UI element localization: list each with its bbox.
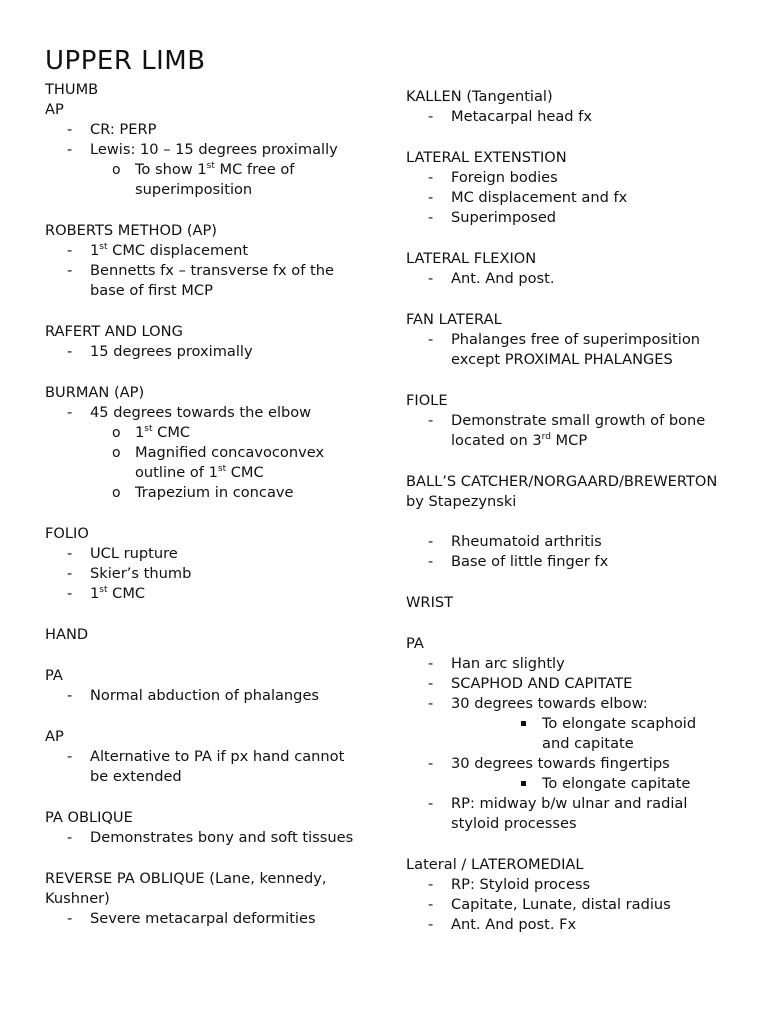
section-title-wrist: WRIST	[406, 594, 454, 611]
kallen-section	[406, 87, 726, 127]
left-column	[45, 80, 365, 950]
rafert-section	[45, 322, 365, 362]
text: MCP	[550, 432, 588, 449]
wrist-pa-section	[406, 634, 726, 834]
thumb-section	[45, 80, 365, 100]
hand-pa-section	[45, 666, 365, 706]
folio-section	[45, 524, 365, 604]
bullet-list	[406, 107, 726, 127]
lateral-flexion-section	[406, 249, 726, 289]
bullet-list	[406, 875, 726, 935]
list-item: - Ant. And post. Fx	[406, 915, 726, 935]
heading-pa-oblique: PA OBLIQUE	[45, 809, 133, 826]
sub-list-item	[45, 443, 365, 483]
superscript: st	[206, 161, 215, 172]
list-item	[406, 411, 726, 451]
spacer	[406, 512, 726, 532]
list-item: - UCL rupture	[45, 544, 365, 564]
list-item: - Rheumatoid arthritis	[406, 532, 726, 552]
burman-section	[45, 383, 365, 503]
text: CMC displacement	[107, 242, 249, 259]
sub-list-item	[45, 423, 365, 443]
list-item	[45, 584, 365, 604]
bullet-list	[45, 686, 365, 706]
bullet-list	[406, 269, 726, 289]
bullet-list	[45, 241, 365, 301]
list-item: - Severe metacarpal deformities	[45, 909, 365, 929]
list-item: - Metacarpal head fx	[406, 107, 726, 127]
bullet-list	[45, 342, 365, 362]
heading-roberts: ROBERTS METHOD (AP)	[45, 222, 217, 239]
wrist-section	[406, 593, 726, 613]
bullet-list	[406, 168, 726, 228]
fiole-section	[406, 391, 726, 451]
text: CMC	[107, 585, 146, 602]
superscript: st	[144, 424, 153, 435]
heading-fiole: FIOLE	[406, 392, 448, 409]
fan-lateral-section	[406, 310, 726, 370]
list-item: - SCAPHOD AND CAPITATE	[406, 674, 726, 694]
heading-lateral-flexion: LATERAL FLEXION	[406, 250, 537, 267]
hand-section	[45, 625, 365, 645]
text: CMC	[226, 464, 264, 481]
heading-pa: PA	[406, 635, 424, 652]
list-item: - Base of little finger fx	[406, 552, 726, 572]
list-item: - CR: PERP	[45, 120, 365, 140]
thumb-ap-section	[45, 100, 365, 200]
list-item: - RP: midway b/w ulnar and radial styloid processes	[406, 794, 726, 834]
text: 1	[135, 424, 145, 441]
list-item: - Bennetts fx – transverse fx of the base of first MCP	[45, 261, 365, 301]
text: Demonstrate small growth of bone located on 3	[451, 412, 706, 449]
heading-kallen: KALLEN (Tangential)	[406, 88, 553, 105]
heading-balls-catcher: BALL’S CATCHER/NORGAARD/BREWERTON by Stapezynski	[406, 473, 718, 510]
heading-folio: FOLIO	[45, 525, 89, 542]
balls-catcher-section	[406, 472, 726, 572]
text: Magnified concavoconvex outline of 1	[135, 444, 325, 481]
heading-lateromedial: Lateral / LATEROMEDIAL	[406, 856, 584, 873]
page-title: UPPER LIMB	[45, 46, 206, 76]
bullet-list	[45, 544, 365, 604]
lateromedial-section	[406, 855, 726, 935]
bullet-list	[45, 828, 365, 848]
list-item: - Skier’s thumb	[45, 564, 365, 584]
heading-pa: PA	[45, 667, 63, 684]
list-item: - 45 degrees towards the elbow	[45, 403, 365, 423]
heading-rafert: RAFERT AND LONG	[45, 323, 183, 340]
list-item	[45, 241, 365, 261]
list-item: - 30 degrees towards elbow:	[406, 694, 726, 714]
list-item: - Han arc slightly	[406, 654, 726, 674]
list-item: - Lewis: 10 – 15 degrees proximally	[45, 140, 365, 160]
list-item: - 30 degrees towards fingertips	[406, 754, 726, 774]
bullet-list	[45, 120, 365, 200]
bullet-list	[406, 411, 726, 451]
section-title-hand: HAND	[45, 626, 89, 643]
list-item: - Alternative to PA if px hand cannot be extended	[45, 747, 365, 787]
hand-ap-section	[45, 727, 365, 787]
list-item: - Phalanges free of superimposition except PROXIMAL PHALANGES	[406, 330, 726, 370]
bullet-list	[45, 747, 365, 787]
heading-reverse-pa-oblique: REVERSE PA OBLIQUE (Lane, kennedy, Kushner)	[45, 870, 327, 907]
heading-burman: BURMAN (AP)	[45, 384, 145, 401]
superscript: st	[99, 585, 108, 596]
heading-lateral-extension: LATERAL EXTENSTION	[406, 149, 567, 166]
superscript: st	[99, 242, 108, 253]
list-item: - RP: Styloid process	[406, 875, 726, 895]
list-item: - Foreign bodies	[406, 168, 726, 188]
text: To show 1	[135, 161, 207, 178]
bullet-list	[45, 909, 365, 929]
list-item: - MC displacement and fx	[406, 188, 726, 208]
bullet-list	[406, 330, 726, 370]
right-column	[406, 87, 726, 956]
text: 1	[90, 242, 100, 259]
bullet-list	[406, 654, 726, 834]
lateral-extension-section	[406, 148, 726, 228]
sub-list-item: o Trapezium in concave	[45, 483, 365, 503]
list-item: - Normal abduction of phalanges	[45, 686, 365, 706]
superscript: st	[217, 464, 227, 475]
text: CMC	[152, 424, 191, 441]
text: 1	[90, 585, 100, 602]
bullet-list	[406, 532, 726, 572]
list-item: - 15 degrees proximally	[45, 342, 365, 362]
bullet-list	[45, 403, 365, 503]
roberts-section	[45, 221, 365, 301]
list-item: - Capitate, Lunate, distal radius	[406, 895, 726, 915]
heading-fan-lateral: FAN LATERAL	[406, 311, 502, 328]
heading-ap: AP	[45, 101, 64, 118]
pa-oblique-section	[45, 808, 365, 848]
heading-ap: AP	[45, 728, 64, 745]
sub-list-item: To elongate capitate	[406, 774, 726, 794]
sub-list-item: To elongate scaphoid and capitate	[406, 714, 726, 754]
text: MC free of superimposition	[135, 161, 295, 198]
list-item: - Demonstrates bony and soft tissues	[45, 828, 365, 848]
list-item: - Ant. And post.	[406, 269, 726, 289]
section-title-thumb: THUMB	[45, 81, 99, 98]
list-item: - Superimposed	[406, 208, 726, 228]
superscript: rd	[541, 432, 551, 443]
reverse-pa-oblique-section	[45, 869, 365, 929]
sub-list-item	[45, 160, 365, 200]
